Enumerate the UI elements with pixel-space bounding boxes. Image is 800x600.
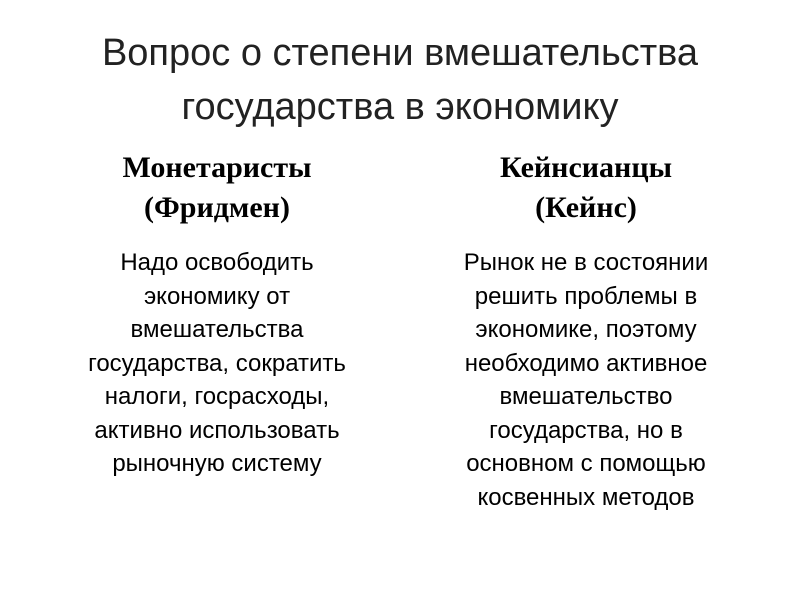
slide-title-line: государства в экономику	[181, 86, 619, 128]
slide-title	[0, 26, 800, 134]
column-heading-line: Кейнсианцы	[499, 151, 673, 184]
text-line: Рынок не в состоянии	[463, 249, 709, 276]
keynesians-heading	[416, 148, 756, 228]
column-heading-line: (Фридмен)	[144, 191, 290, 224]
text-line: налоги, госрасходы,	[104, 383, 330, 410]
text-line: решить проблемы в	[474, 282, 698, 310]
monetarists-heading	[47, 148, 387, 228]
keynesians-column	[416, 148, 756, 514]
text-line: вмешательства	[130, 316, 304, 343]
keynesians-text	[416, 246, 756, 514]
text-line: косвенных методов	[477, 483, 695, 511]
slide-title-line: Вопрос о степени вмешательства	[101, 32, 699, 74]
monetarists-column	[47, 148, 387, 481]
text-line: государства, сократить	[88, 349, 346, 377]
text-line: рыночную систему	[112, 450, 322, 477]
text-line: активно использовать	[94, 416, 340, 444]
column-heading-line: (Кейнс)	[535, 191, 637, 224]
text-line: экономике, поэтому	[475, 316, 697, 343]
text-line: экономику от	[143, 282, 291, 310]
text-line: необходимо активное	[464, 349, 708, 377]
column-heading-line: Монетаристы	[122, 151, 312, 184]
text-line: вмешательство	[499, 383, 673, 410]
monetarists-text	[47, 246, 387, 481]
text-line: основном с помощью	[466, 450, 706, 477]
text-line: государства, но в	[489, 416, 683, 444]
text-line: Надо освободить	[120, 249, 314, 276]
